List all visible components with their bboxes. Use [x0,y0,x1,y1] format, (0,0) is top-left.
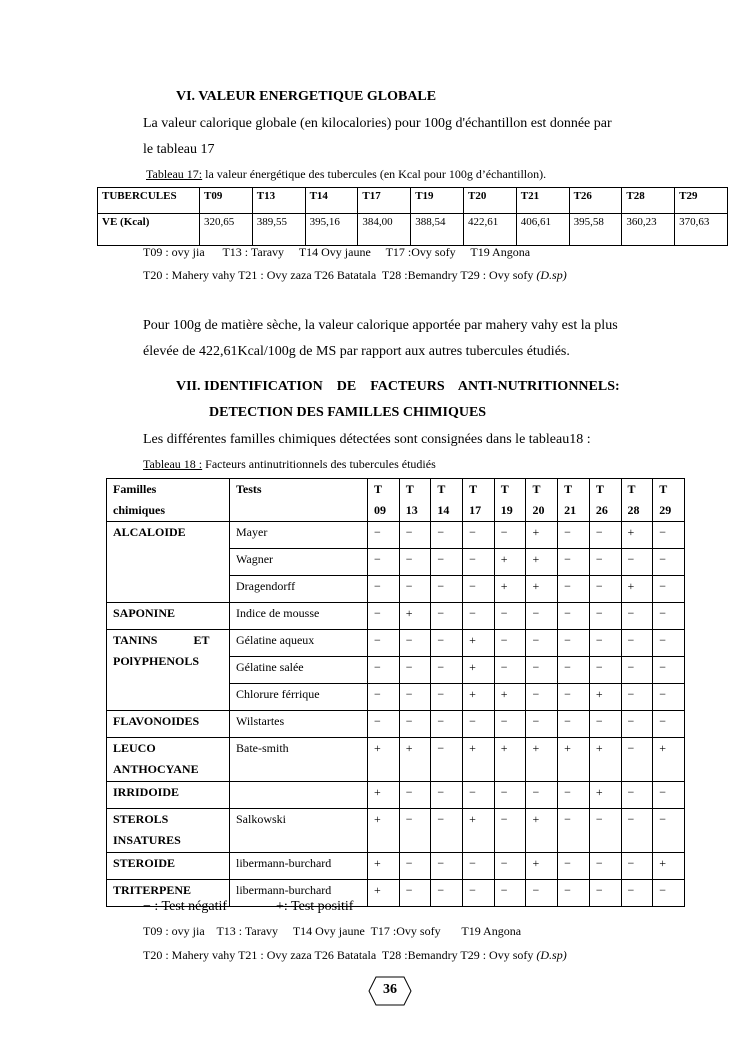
result-cell: − [526,684,558,711]
result-cell: − [621,880,653,907]
result-cell: − [653,684,685,711]
table-18-header-col [431,479,463,522]
table-row [107,782,685,809]
family-name-line: STEROIDE [113,856,176,870]
result-cell: − [494,809,526,853]
family-cell [107,603,230,630]
result-cell: + [653,738,685,782]
col-letter: T [374,482,383,496]
result-cell: − [368,522,400,549]
table-17-header-cell: T17 [358,188,411,214]
test-cell: Wilstartes [230,711,368,738]
legend-italic-text: (D.sp) [536,948,567,962]
result-cell: − [399,630,431,657]
section-7-paragraph: Les différentes familles chimiques détectées sont consignées dans le tableau18 : [143,432,591,447]
table-18-header-col [526,479,558,522]
table-18-header-col [399,479,431,522]
legend-text: T20 : Mahery vahy T21 : Ovy zaza T26 Batatala T28 :Bemandry T29 : Ovy sofy [143,948,537,962]
table-18-header-row [107,479,685,522]
family-name-line: INSATURES [113,833,181,847]
table-17-caption-text: la valeur énergétique des tubercules (en Kcal pour 100g d’échantillon). [202,167,547,181]
result-cell: − [463,782,495,809]
result-cell: − [558,576,590,603]
result-cell: − [463,853,495,880]
test-cell: Wagner [230,549,368,576]
table-row [107,809,685,853]
col-letter: T [469,482,478,496]
result-cell: − [463,603,495,630]
table-17 [97,187,728,246]
result-cell: − [653,809,685,853]
result-cell: + [558,738,590,782]
col-number: 13 [405,503,418,517]
table-row [107,630,685,657]
section-6-paragraph-line-1: La valeur calorique globale (en kilocalories) pour 100g d'échantillon est donnée par [143,116,612,131]
result-cell: + [463,809,495,853]
result-cell: + [463,630,495,657]
result-cell: − [526,657,558,684]
family-name-line: LEUCO [113,741,156,755]
result-cell: − [653,576,685,603]
result-cell: − [621,853,653,880]
table-18-legend-line-1: T09 : ovy jia T13 : Taravy T14 Ovy jaune T17 :Ovy sofy T19 Angona [143,924,522,938]
result-cell: − [399,522,431,549]
result-cell: − [589,711,621,738]
table-18-header-col [558,479,590,522]
result-cell: − [368,657,400,684]
family-cell [107,738,230,782]
result-cell: − [431,630,463,657]
result-cell: − [494,880,526,907]
result-cell: + [494,684,526,711]
result-cell: − [368,603,400,630]
table-17-header-cell: T14 [305,188,358,214]
result-cell: − [399,782,431,809]
result-cell: − [431,549,463,576]
result-cell: − [589,522,621,549]
family-name-line: FLAVONOIDES [113,714,200,728]
table-17-value-cell: 395,16 [305,214,358,246]
result-cell: − [558,522,590,549]
test-cell: Bate-smith [230,738,368,782]
table-17-value-cell: 384,00 [358,214,411,246]
result-cell: − [399,880,431,907]
result-cell: − [431,809,463,853]
table-17-caption [146,167,546,182]
test-cell: Mayer [230,522,368,549]
result-cell: − [589,549,621,576]
result-cell: + [589,782,621,809]
table-row [107,522,685,549]
result-cell: − [494,782,526,809]
result-cell: − [431,880,463,907]
result-cell: − [463,880,495,907]
result-cell: − [621,809,653,853]
result-cell: + [494,738,526,782]
result-cell: − [558,880,590,907]
result-cell: − [399,549,431,576]
family-name-line: SAPONINE [113,606,176,620]
col-letter: T [564,482,573,496]
table-18 [106,478,685,907]
result-cell: − [368,576,400,603]
table-17-header-cell: T13 [252,188,305,214]
section-6-heading: VI. VALEUR ENERGETIQUE GLOBALE [176,89,437,104]
table-17-value-cell: 388,54 [411,214,464,246]
test-cell [230,782,368,809]
result-cell: − [653,603,685,630]
result-cell: + [621,522,653,549]
table-17-value-cell: 370,63 [675,214,728,246]
test-cell: libermann-burchard [230,880,368,907]
col-letter: T [595,482,604,496]
table-17-value-cell: 395,58 [569,214,622,246]
col-number: 17 [469,503,482,517]
test-cell: Indice de mousse [230,603,368,630]
col-letter: T [500,482,509,496]
result-cell: − [494,711,526,738]
result-cell: − [368,549,400,576]
family-name-line: TANINS ET [113,633,210,647]
summary-line-1: Pour 100g de matière sèche, la valeur calorique apportée par mahery vahy est la plus [143,318,618,333]
result-cell: − [431,576,463,603]
result-cell: + [526,522,558,549]
result-cell: − [621,549,653,576]
result-cell: − [558,549,590,576]
result-cell: − [589,576,621,603]
result-cell: − [399,657,431,684]
result-cell: − [653,782,685,809]
family-name-line: POlYPHENOLS [113,654,200,668]
table-18-header-col [463,479,495,522]
result-cell: − [589,657,621,684]
table-17-value-cell: 320,65 [200,214,253,246]
result-cell: − [589,809,621,853]
family-cell [107,853,230,880]
result-cell: + [368,853,400,880]
table-18-header-col [368,479,400,522]
family-cell [107,522,230,603]
result-cell: − [368,684,400,711]
col-number: 19 [500,503,513,517]
result-cell: − [399,711,431,738]
result-cell: − [431,603,463,630]
test-cell: libermann-burchard [230,853,368,880]
result-cell: − [653,711,685,738]
table-17-header-cell: T21 [516,188,569,214]
table-18-header-col [589,479,621,522]
result-cell: − [399,576,431,603]
table-17-header-cell: T29 [675,188,728,214]
result-cell: − [621,711,653,738]
table-17-header-row [98,188,728,214]
table-18-header-col [621,479,653,522]
test-cell: Chlorure férrique [230,684,368,711]
legend-italic-text: (D.sp) [536,268,567,282]
family-name-line: IRRIDOIDE [113,785,180,799]
table-18-caption-text: Facteurs antinutritionnels des tubercules étudiés [202,457,436,471]
section-6-paragraph-line-2: le tableau 17 [143,142,215,157]
result-cell: − [558,711,590,738]
header-family-line: chimiques [113,503,166,517]
table-17-header-cell: T20 [463,188,516,214]
result-cell: − [653,630,685,657]
table-17-row-label: VE (Kcal) [98,214,200,246]
result-cell: + [494,576,526,603]
col-letter: T [627,482,636,496]
col-letter: T [405,482,414,496]
table-17-legend-line-2 [143,268,567,283]
result-cell: + [589,684,621,711]
test-cell: Salkowski [230,809,368,853]
result-cell: − [494,522,526,549]
family-name-line: STEROLS [113,812,169,826]
section-7-heading-line-2: DETECTION DES FAMILLES CHIMIQUES [209,405,487,420]
result-cell: − [558,684,590,711]
result-cell: + [526,809,558,853]
table-17-value-cell: 406,61 [516,214,569,246]
table-18-header-col [494,479,526,522]
result-cell: − [526,782,558,809]
result-cell: + [463,684,495,711]
col-number: 29 [659,503,672,517]
table-row [107,738,685,782]
result-cell: − [463,522,495,549]
result-cell: − [399,809,431,853]
result-cell: − [431,711,463,738]
result-cell: − [558,657,590,684]
col-number: 20 [532,503,545,517]
result-cell: − [653,549,685,576]
table-17-value-cell: 360,23 [622,214,675,246]
result-cell: + [463,657,495,684]
result-cell: − [399,853,431,880]
result-cell: − [558,853,590,880]
col-number: 26 [595,503,608,517]
summary-line-2: élevée de 422,61Kcal/100g de MS par rapport aux autres tubercules étudiés. [143,344,570,359]
col-number: 21 [564,503,577,517]
table-18-caption-label: Tableau 18 : [143,457,203,471]
result-cell: + [463,738,495,782]
result-cell: + [368,738,400,782]
table-17-caption-label: Tableau 17: [146,167,203,181]
result-cell: − [526,603,558,630]
result-cell: − [431,684,463,711]
table-17-header-cell: T09 [200,188,253,214]
header-family-line: Familles [113,482,157,496]
result-cell: − [621,630,653,657]
table-17-header-cell: T19 [411,188,464,214]
result-cell: − [368,711,400,738]
col-number: 09 [374,503,386,517]
col-number: 14 [437,503,450,517]
result-cell: − [621,684,653,711]
table-18-caption [143,457,436,472]
result-cell: − [621,603,653,630]
result-cell: − [463,549,495,576]
result-cell: − [431,738,463,782]
test-cell: Gélatine salée [230,657,368,684]
result-cell: − [589,853,621,880]
result-cell: − [431,782,463,809]
result-cell: − [399,684,431,711]
result-cell: − [558,603,590,630]
result-cell: + [399,603,431,630]
family-cell [107,630,230,711]
result-cell: − [526,711,558,738]
table-18-header-family [107,479,230,522]
legend-text: T20 : Mahery vahy T21 : Ovy zaza T26 Batatala T28 :Bemandry T29 : Ovy sofy [143,268,537,282]
test-cell: Gélatine aqueux [230,630,368,657]
table-17-header-cell: TUBERCULES [98,188,200,214]
family-name-line: ANTHOCYANE [113,762,199,776]
result-cell: + [589,738,621,782]
family-name-line: TRITERPENE [113,883,192,897]
family-cell [107,711,230,738]
result-cell: − [463,711,495,738]
result-cell: − [494,657,526,684]
table-17-legend-line-1: T09 : ovy jia T13 : Taravy T14 Ovy jaune T17 :Ovy sofy T19 Angona [143,245,531,259]
result-cell: − [494,853,526,880]
result-cell: + [494,549,526,576]
result-cell: − [368,630,400,657]
result-cell: − [589,880,621,907]
result-cell: + [526,853,558,880]
result-cell: + [368,782,400,809]
table-row [107,603,685,630]
result-cell: + [526,549,558,576]
result-cell: − [653,657,685,684]
section-7-heading-line-1: VII. IDENTIFICATION DE FACTEURS ANTI-NUTRITIONNELS: [176,379,620,394]
result-cell: + [368,880,400,907]
table-18-header-col [653,479,685,522]
col-letter: T [437,482,446,496]
result-cell: − [653,522,685,549]
result-cell: − [621,657,653,684]
table-17-value-cell: 389,55 [252,214,305,246]
col-letter: T [659,482,668,496]
table-17-header-cell: T26 [569,188,622,214]
col-number: 28 [627,503,640,517]
result-cell: + [399,738,431,782]
result-cell: − [526,630,558,657]
result-cell: − [621,738,653,782]
result-cell: − [653,880,685,907]
table-row [107,853,685,880]
table-row [107,711,685,738]
result-cell: − [558,809,590,853]
page-number-badge [368,976,412,1006]
family-cell [107,782,230,809]
test-cell: Dragendorff [230,576,368,603]
test-key: − : Test négatif +: Test positif [143,899,354,914]
table-17-value-row [98,214,728,246]
result-cell: − [431,853,463,880]
family-cell [107,809,230,853]
result-cell: − [526,880,558,907]
family-name-line: ALCALOIDE [113,525,186,539]
col-letter: T [532,482,541,496]
result-cell: + [526,576,558,603]
table-17-header-cell: T28 [622,188,675,214]
result-cell: − [431,522,463,549]
result-cell: − [558,782,590,809]
page-number: 36 [383,982,397,997]
result-cell: − [589,630,621,657]
table-17-value-cell: 422,61 [463,214,516,246]
table-18-header-tests: Tests [230,479,368,522]
result-cell: − [589,603,621,630]
table-18-legend-line-2 [143,948,567,963]
result-cell: + [621,576,653,603]
result-cell: − [463,576,495,603]
result-cell: − [621,782,653,809]
result-cell: − [494,630,526,657]
result-cell: − [494,603,526,630]
result-cell: + [368,809,400,853]
result-cell: + [653,853,685,880]
result-cell: − [431,657,463,684]
result-cell: + [526,738,558,782]
result-cell: − [558,630,590,657]
